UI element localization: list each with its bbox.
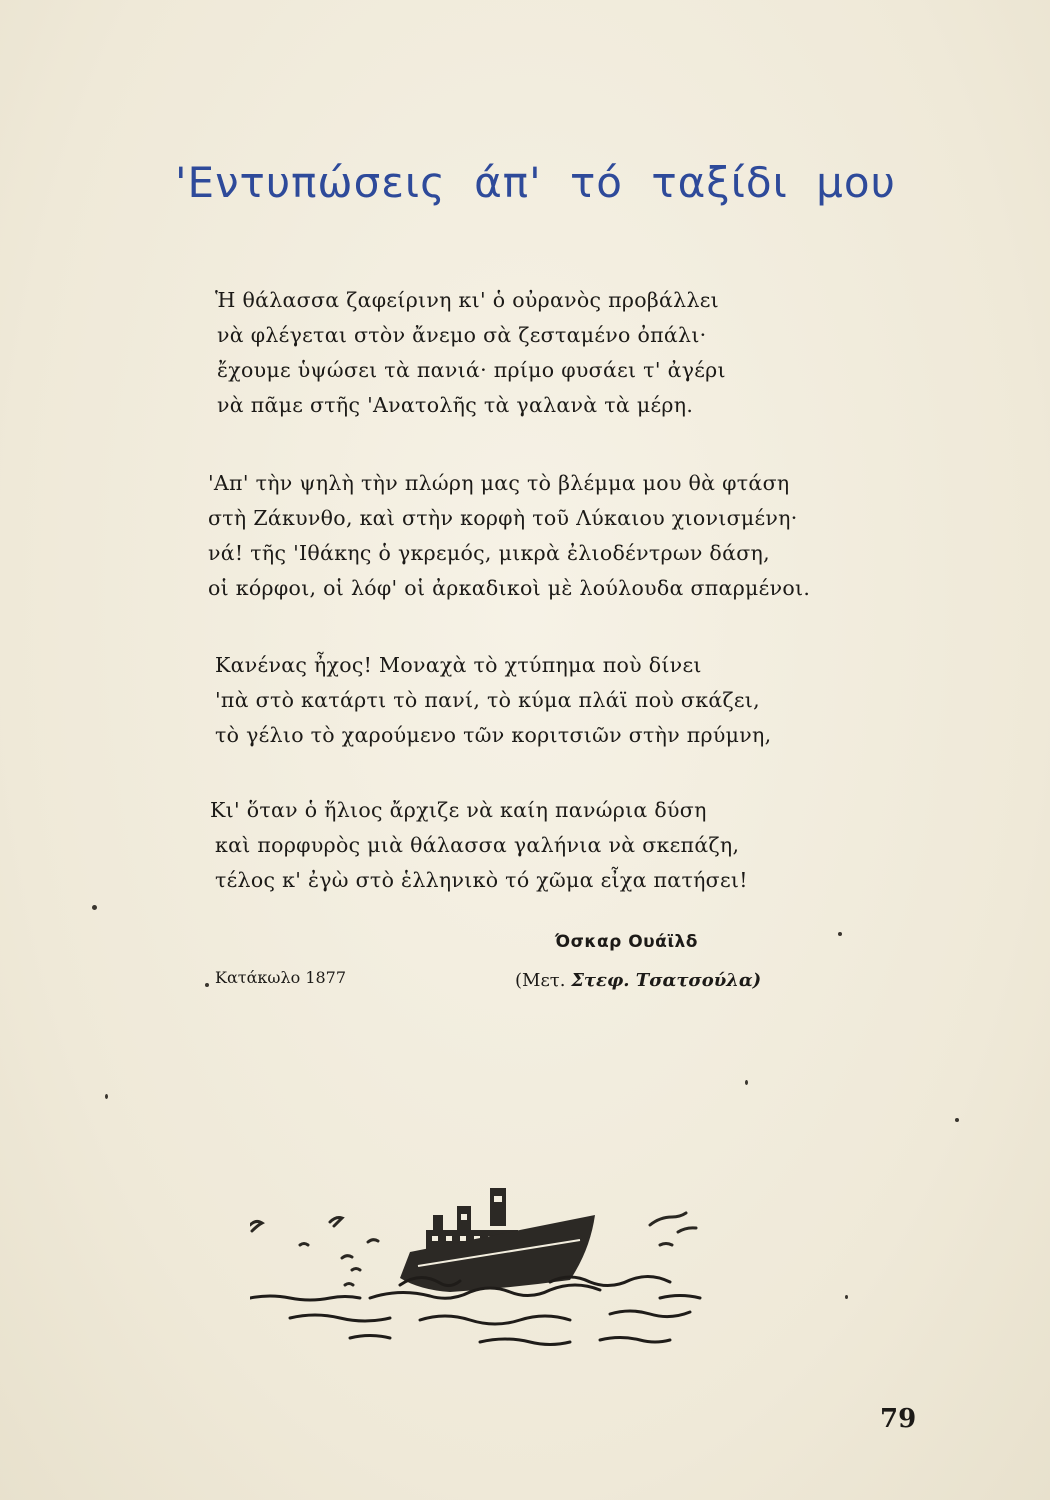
poem-line: 'Απ' τὴν ψηλὴ τὴν πλώρη μας τὸ βλέμμα μου θὰ φτάση [208, 471, 790, 495]
print-speck [838, 932, 842, 936]
translator-name: Στεφ. Τσατσούλα) [571, 970, 762, 991]
author-name: Όσκαρ Ουάϊλδ [555, 932, 698, 952]
print-speck [845, 1295, 848, 1299]
place-date: Κατάκωλο 1877 [215, 968, 347, 987]
ship-illustration [250, 1170, 730, 1350]
poem-line: καὶ πορφυρὸς μιὰ θάλασσα γαλήνια νὰ σκεπάζη, [215, 833, 740, 857]
stanza-3 [215, 648, 855, 753]
translator-credit [515, 970, 761, 991]
poem-line: τὸ γέλιο τὸ χαρούμενο τῶν κοριτσιῶν στὴν πρύμνη, [215, 723, 772, 747]
stanza-1 [215, 283, 855, 423]
stanza-2 [208, 466, 848, 606]
poem-line: Κι' ὅταν ὁ ἥλιος ἄρχιζε νὰ καίη πανώρια δύση [210, 798, 707, 822]
translator-prefix: (Μετ. [515, 970, 566, 991]
print-speck [745, 1080, 748, 1085]
poem-line: ἔχουμε ὑψώσει τὰ πανιά· πρίμο φυσάει τ' ἀγέρι [217, 358, 726, 382]
poem-line: νά! τῆς 'Ιθάκης ὁ γκρεμός, μικρὰ ἐλιοδέντρων δάση, [208, 541, 770, 565]
print-speck [92, 905, 97, 910]
poem-line: στὴ Ζάκυνθο, καὶ στὴν κορφὴ τοῦ Λύκαιου χιονισμένη· [208, 506, 798, 530]
page-number: 79 [880, 1404, 917, 1434]
poem-line: νὰ φλέγεται στὸν ἄνεμο σὰ ζεσταμένο ὀπάλι· [217, 323, 707, 347]
poem-line: Κανένας ἦχος! Μοναχὰ τὸ χτύπημα ποὺ δίνει [215, 653, 702, 677]
stanza-4 [210, 793, 850, 898]
poem-title: 'Εντυπώσεις άπ' τό ταξίδι μου [175, 158, 896, 207]
poem-line: οἱ κόρφοι, οἱ λόφ' οἱ ἀρκαδικοὶ μὲ λούλουδα σπαρμένοι. [208, 576, 811, 600]
poem-line: 'πὰ στὸ κατάρτι τὸ πανί, τὸ κύμα πλάϊ ποὺ σκάζει, [215, 688, 760, 712]
print-speck [955, 1118, 959, 1122]
print-speck [105, 1094, 108, 1099]
print-speck [205, 983, 209, 987]
poem-line: τέλος κ' ἐγὼ στὸ ἑλληνικὸ τό χῶμα εἶχα πατήσει! [215, 868, 748, 892]
poem-line: Ἡ θάλασσα ζαφείρινη κι' ὁ οὐρανὸς προβάλλει [215, 288, 720, 312]
poem-line: νὰ πᾶμε στῆς 'Ανατολῆς τὰ γαλανὰ τὰ μέρη. [217, 393, 694, 417]
